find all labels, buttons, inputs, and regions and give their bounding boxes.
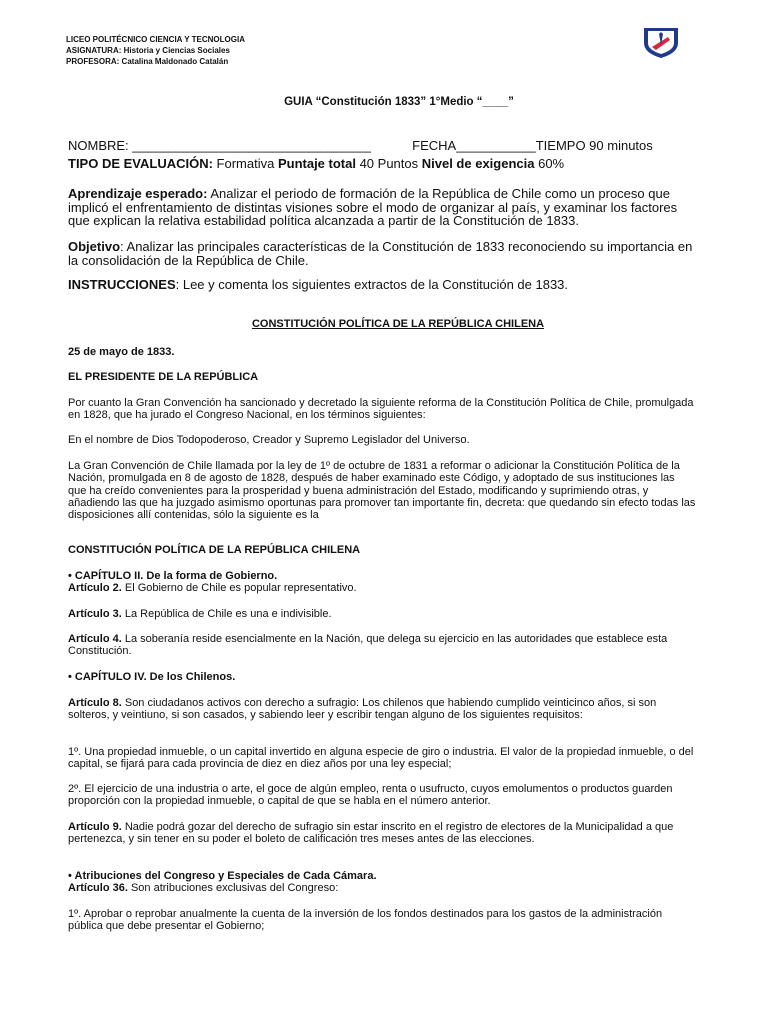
- instrucciones-label: INSTRUCCIONES: [68, 277, 176, 292]
- instrucciones-paragraph: [68, 278, 694, 292]
- article-9: [68, 821, 696, 846]
- congress-heading: • Atribuciones del Congreso y Especiales de Cada Cámara.: [68, 870, 377, 882]
- article-3-text: La República de Chile es una e indivisible.: [121, 608, 332, 620]
- article-2-text: El Gobierno de Chile es popular representativo.: [121, 582, 357, 595]
- attribution-1: 1º. Aprobar o reprobar anualmente la cuenta de la inversión de los fondos destinados para los gastos de la administración pública que debe presentar el Gobierno;: [68, 908, 663, 933]
- tipo-label: TIPO DE EVALUACIÓN:: [68, 156, 213, 171]
- aprendizaje-label: Aprendizaje esperado:: [68, 186, 208, 201]
- nivel-label: Nivel de exigencia: [421, 156, 535, 171]
- objetivo-text: : Analizar las principales características de la Constitución de 1833 reconociendo su importancia en la consolidación de la República de Chile.: [68, 239, 693, 268]
- requirement-1: 1º. Una propiedad inmueble, o un capital invertido en alguna especie de giro o industria. El valor de la propiedad inmueble, o del capital, se fijará para cada provincia de diez en diez años por una ley especial;: [68, 746, 694, 771]
- student-info-row: [68, 138, 653, 153]
- article-36-text: Son atribuciones exclusivas del Congreso:: [127, 882, 339, 895]
- puntaje-label: Puntaje total: [277, 156, 356, 171]
- objetivo-paragraph: [68, 240, 694, 267]
- school-name: LICEO POLITÉCNICO CIENCIA Y TECNOLOGIA: [66, 35, 245, 44]
- preamble-paragraph-1: Por cuanto la Gran Convención ha sancionado y decretado la siguiente reforma de la Constitución Política de Chile, promulgada en 1828, que ha jurado el Congreso Nacional, en los términos siguientes:: [68, 397, 694, 422]
- tipo-value: Formativa: [212, 156, 278, 171]
- article-4-text: La soberanía reside esencialmente en la Nación, que delega su ejercicio en las autoridades que establece esta Constitución.: [68, 633, 668, 658]
- teacher-line: PROFESORA: Catalina Maldonado Catalán: [66, 57, 229, 66]
- congress-block: [68, 870, 696, 895]
- school-header: [66, 34, 245, 67]
- chapter-2-heading: • CAPÍTULO II. De la forma de Gobierno.: [68, 570, 278, 582]
- evaluation-info-row: [68, 156, 564, 171]
- article-36: [68, 882, 696, 894]
- aprendizaje-text: Analizar el periodo de formación de la República de Chile como un proceso que implicó el enfrentamiento de distintas visiones sobre el modo de organizar al país, y examinar los factores que explican la relativa estabilidad política alcanzada a partir de la Constitución de 1833.: [68, 186, 678, 228]
- school-shield-icon: [640, 25, 682, 59]
- instrucciones-text: : Lee y comenta los siguientes extractos de la Constitución de 1833.: [175, 277, 569, 292]
- article-3-label: Artículo 3.: [68, 608, 122, 620]
- fecha-blank: ___________: [456, 138, 536, 153]
- nombre-blank: _________________________________: [132, 138, 371, 153]
- article-4: [68, 633, 696, 658]
- requirement-2: 2º. El ejercicio de una industria o arte, el goce de algún empleo, renta o usufructo, cuyos emolumentos o productos guarden proporción con la propiedad inmueble, o capital de que se habla en el número anterior.: [68, 783, 673, 808]
- president-heading: EL PRESIDENTE DE LA REPÚBLICA: [68, 371, 259, 383]
- article-4-label: Artículo 4.: [68, 633, 122, 645]
- subject-line: ASIGNATURA: Historia y Ciencias Sociales: [66, 46, 230, 55]
- constitution-title-2: CONSTITUCIÓN POLÍTICA DE LA REPÚBLICA CHILENA: [68, 544, 361, 556]
- article-8-label: Artículo 8.: [68, 697, 122, 709]
- chapter-4-heading: • CAPÍTULO IV. De los Chilenos.: [68, 671, 236, 683]
- aprendizaje-paragraph: [68, 187, 694, 228]
- article-9-text: Nadie podrá gozar del derecho de sufragio sin estar inscrito en el registro de electores de la Municipalidad a que pertenezca, y sin tener en su poder el boleto de calificación tres meses antes de las elecciones.: [68, 821, 674, 846]
- nivel-value: 60%: [534, 156, 565, 171]
- article-3: [68, 608, 696, 620]
- chapter-2-block: [68, 570, 696, 595]
- preamble-paragraph-2: En el nombre de Dios Todopoderoso, Creador y Supremo Legislador del Universo.: [68, 434, 470, 446]
- article-8-text: Son ciudadanos activos con derecho a sufragio: Los chilenos que habiendo cumplido veinticinco años, si son solteros, y veintiuno, si son casados, y sabiendo leer y escribir tengan alguno de los siguientes requisitos:: [68, 697, 657, 722]
- tiempo-text: TIEMPO 90 minutos: [535, 138, 653, 153]
- objetivo-label: Objetivo: [68, 239, 121, 254]
- fecha-label: FECHA: [412, 138, 457, 153]
- constitution-title: CONSTITUCIÓN POLÍTICA DE LA REPÚBLICA CHILENA: [251, 318, 545, 330]
- article-2-label: Artículo 2.: [68, 582, 122, 595]
- article-8: [68, 697, 696, 722]
- article-9-label: Artículo 9.: [68, 821, 122, 833]
- constitution-date: 25 de mayo de 1833.: [68, 346, 175, 358]
- article-36-label: Artículo 36.: [68, 882, 128, 895]
- article-2: [68, 582, 696, 594]
- puntaje-value: 40 Puntos: [355, 156, 422, 171]
- preamble-paragraph-3: La Gran Convención de Chile llamada por la ley de 1º de octubre de 1831 a reformar o adicionar la Constitución Política de la Nación, promulgada en 8 de agosto de 1828, después de haber examinado este Código, y adoptado de sus instituciones las que ha creído convenientes para la prosperidad y buena administración del Estado, modificando y suprimiendo otras, y añadiendo las que ha juzgado asimismo oportunas para promover tan importante fin, decreta: que quedando sin efecto todas las disposiciones allí contenidas, sólo la siguiente es la: [68, 460, 696, 522]
- nombre-label: NOMBRE:: [68, 138, 129, 153]
- guide-title: GUIA “Constitución 1833” 1°Medio “____”: [284, 96, 514, 108]
